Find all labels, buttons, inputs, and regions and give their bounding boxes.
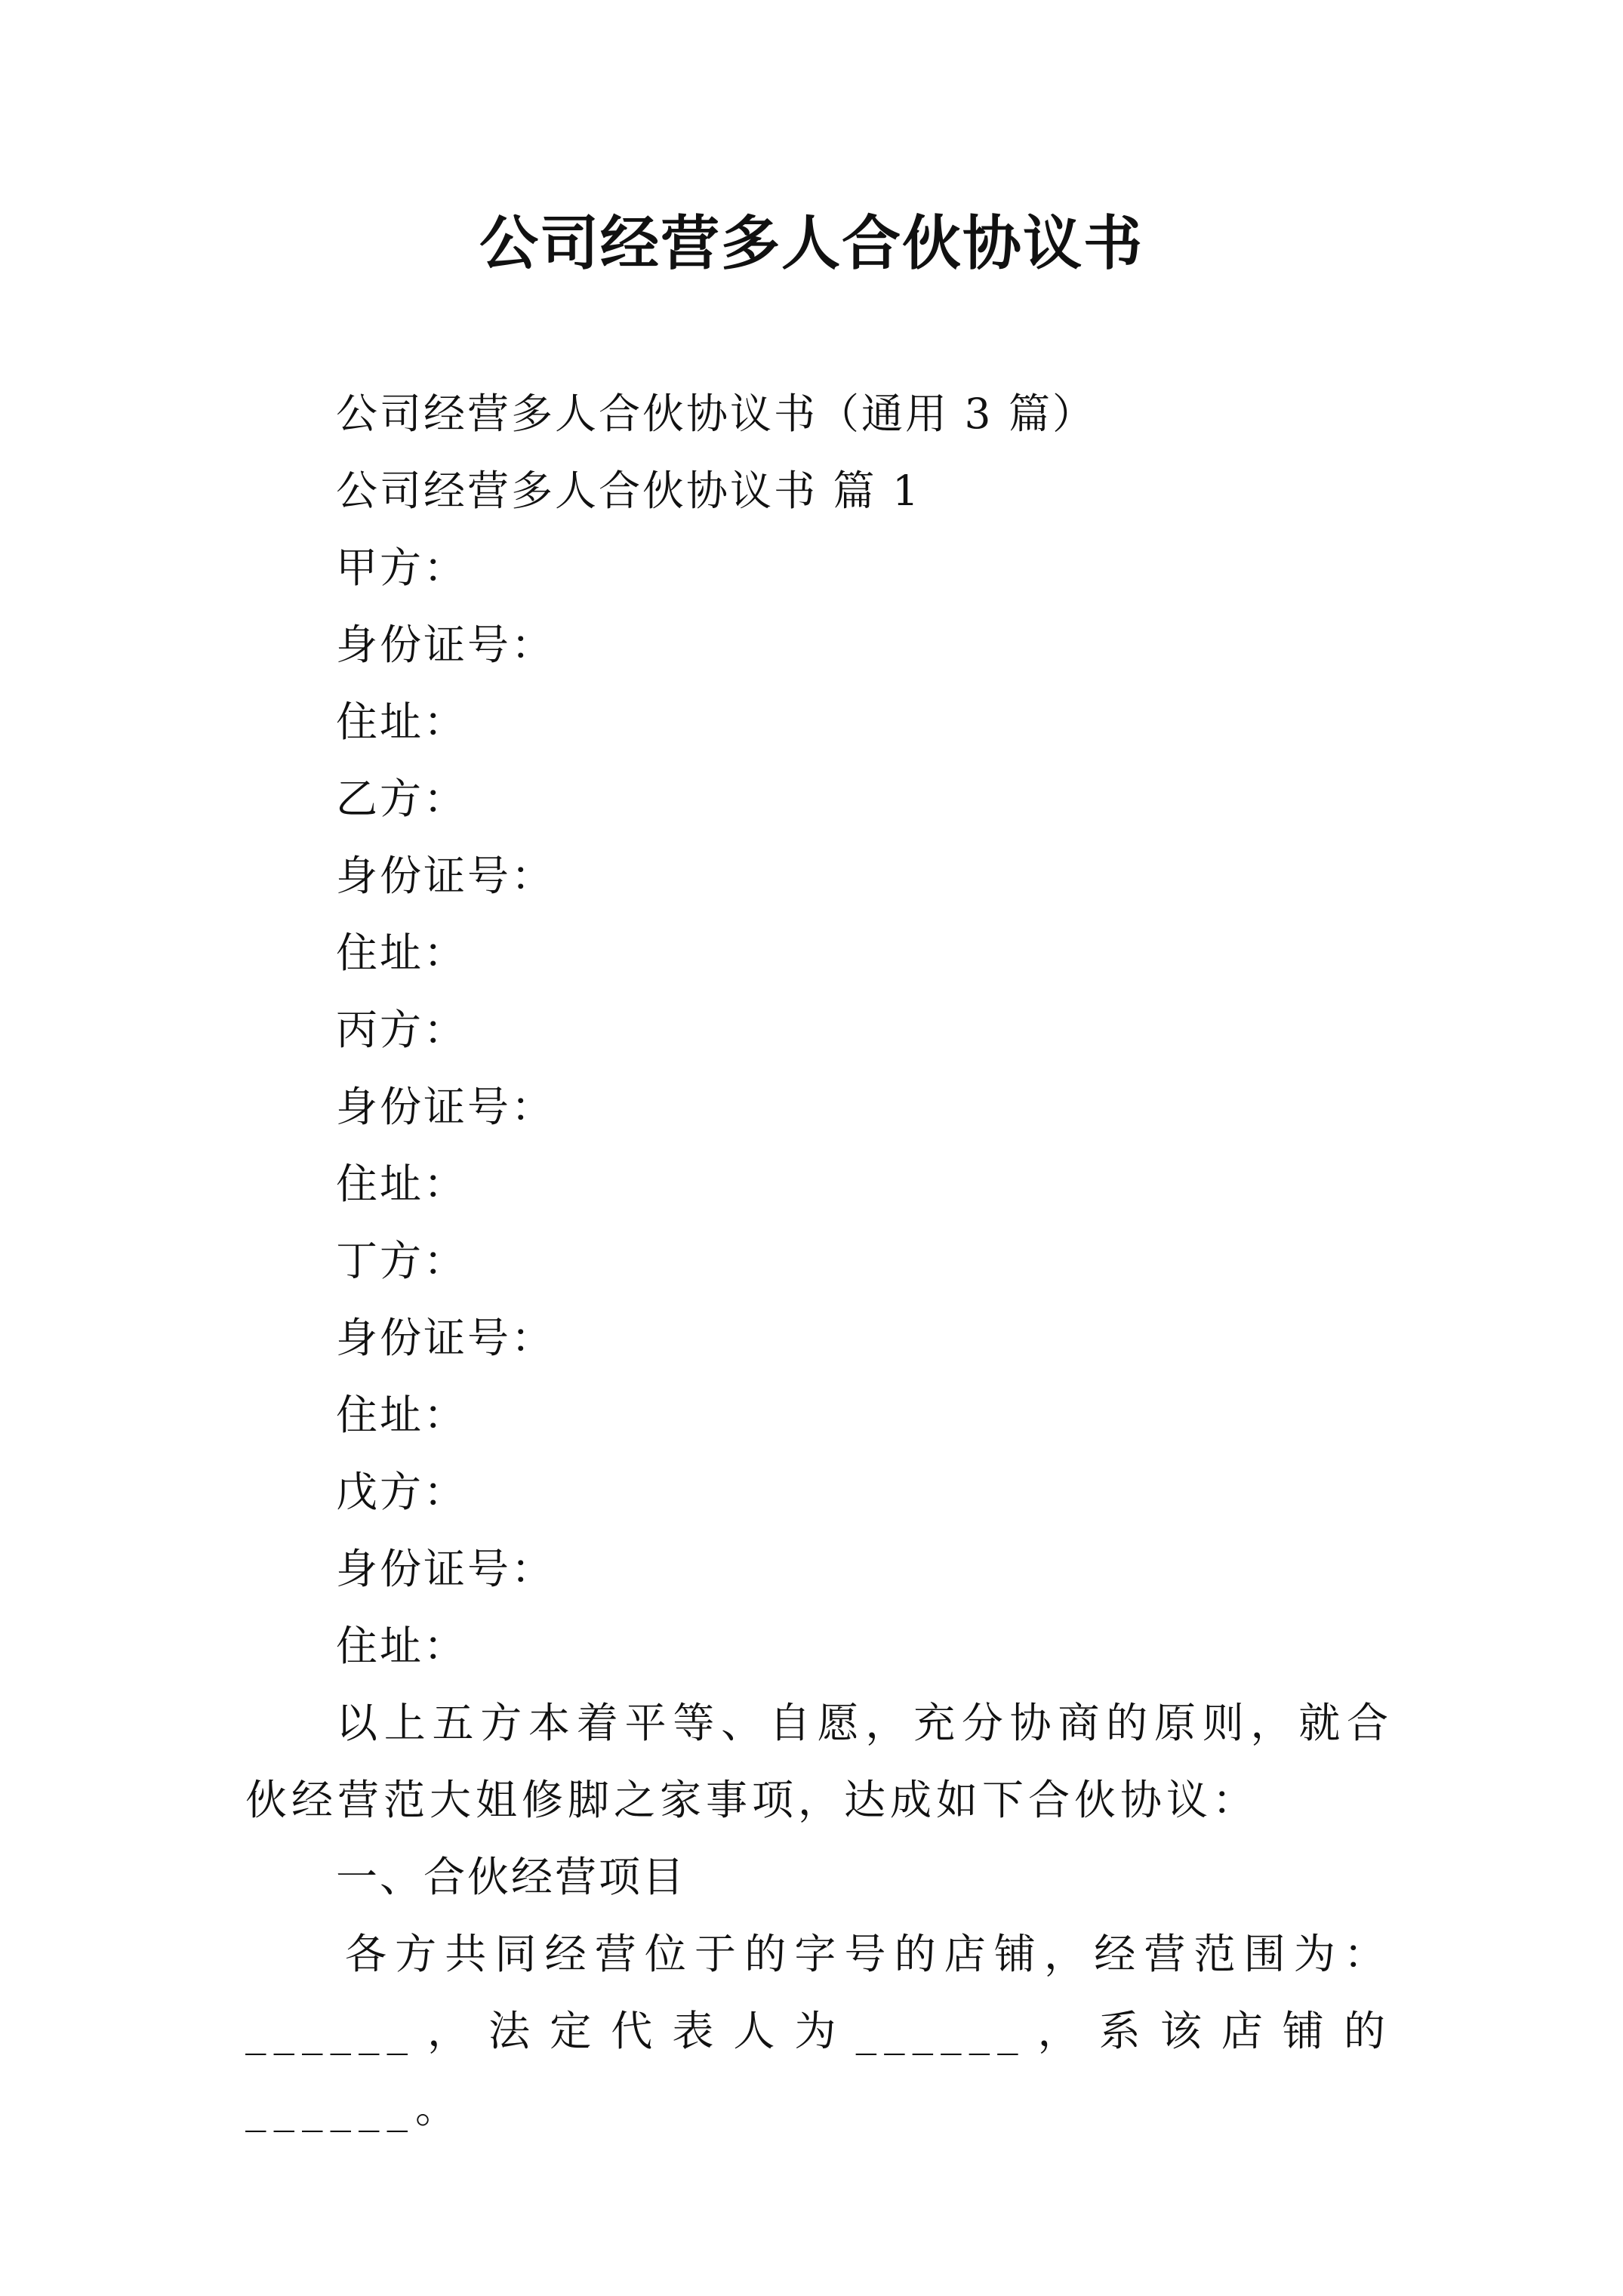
party-c-address: 住址：: [336, 1160, 468, 1208]
document-body: [245, 375, 1393, 2147]
party-a-address: 住址：: [336, 698, 468, 746]
intro-paragraph: 以上五方本着平等、自愿，充分协商的原则，就合伙经营范大姐修脚之家事项，达成如下合伙协议：: [245, 1699, 1393, 1824]
party-a-name: 甲方：: [336, 544, 468, 592]
party-b-id: 身份证号：: [336, 852, 556, 900]
party-e-address: 住址：: [336, 1622, 468, 1670]
party-c-name: 丙方：: [336, 1006, 468, 1054]
party-b-name: 乙方：: [336, 775, 468, 823]
party-c-id: 身份证号：: [336, 1083, 556, 1131]
section-heading: 公司经营多人合伙协议书 篇 1: [336, 467, 921, 515]
party-d-name: 丁方：: [336, 1237, 468, 1285]
party-d-address: 住址：: [336, 1391, 468, 1439]
party-e-name: 戊方：: [336, 1468, 468, 1516]
document-subtitle: 公司经营多人合伙协议书（通用 3 篇）: [336, 390, 1096, 438]
clause-1-body: 各方共同经营位于的字号的店铺，经营范围为：______，法定代表人为______，系该店铺的______。: [245, 1930, 1393, 2132]
party-a-id: 身份证号：: [336, 621, 556, 669]
party-e-id: 身份证号：: [336, 1545, 556, 1593]
document-title: 公司经营多人合伙协议书: [479, 209, 1144, 278]
clause-1-heading: 一、合伙经营项目: [336, 1853, 687, 1901]
party-d-id: 身份证号：: [336, 1314, 556, 1362]
party-b-address: 住址：: [336, 929, 468, 977]
